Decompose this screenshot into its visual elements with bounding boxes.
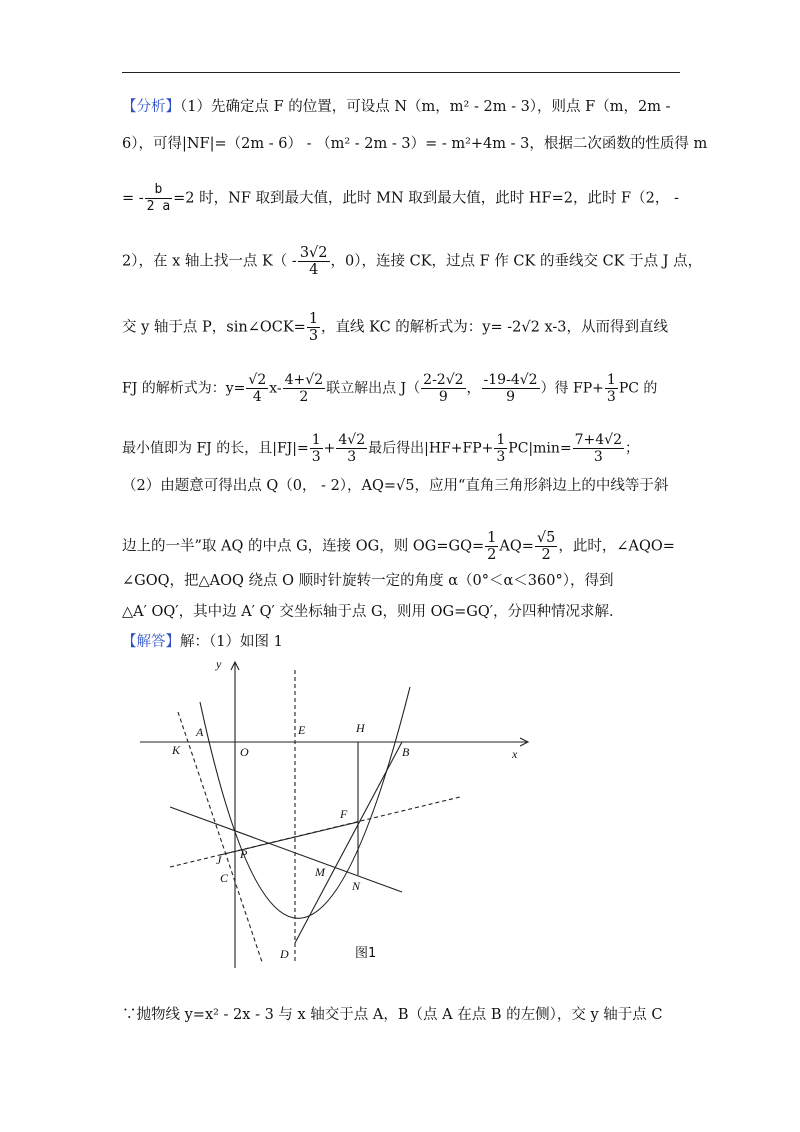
text-seg: 最小值即为 FJ 的长，且|FJ|= (122, 440, 309, 457)
fraction (310, 432, 323, 465)
frac-num: 7+4√2 (574, 432, 623, 448)
frac-num: -19-4√2 (483, 372, 538, 388)
text-seg: + (323, 440, 336, 457)
frac-num: 4√2 (338, 432, 366, 448)
frac-den: 9 (506, 389, 516, 405)
answer-tag: 【解答】 (122, 634, 180, 650)
text-seg: ∠GOQ，把△AOQ 绕点 O 顺时针旋转一定的角度 α（0°＜α＜360°），得到 (122, 573, 614, 589)
fraction (482, 372, 540, 405)
fraction (485, 530, 498, 563)
label-n: N (352, 879, 361, 893)
fraction (283, 372, 325, 405)
frac-num: √2 (248, 372, 267, 388)
frac-den: 3 (593, 449, 603, 465)
analysis-line-9 (122, 530, 682, 563)
text-seg: ，直线 KC 的解析式为：y= -2√2 x-3，从而得到直线 (321, 319, 668, 336)
fraction-b-2a (145, 182, 172, 215)
analysis-line-8 (122, 476, 682, 496)
frac-num: 1 (606, 372, 616, 388)
text-seg: PC|min= (508, 440, 572, 457)
frac-den: 3 (347, 449, 357, 465)
text-seg: 联立解出点 J（ (326, 380, 421, 397)
frac-den: 3 (308, 328, 319, 344)
label-a: A (196, 725, 204, 739)
frac-num: 1 (311, 432, 321, 448)
fraction (494, 432, 507, 465)
label-d: D (280, 947, 289, 961)
frac-den: 2 a (146, 199, 171, 214)
segment-bd (295, 742, 402, 943)
fraction (246, 372, 268, 405)
text-seg: 2），在 x 轴上找一点 K（ - (122, 253, 297, 270)
label-f: F (340, 807, 348, 821)
figure-caption: 图1 (355, 946, 377, 961)
frac-den: 3 (496, 449, 506, 465)
text-seg: ， (466, 380, 481, 397)
label-k: K (172, 743, 181, 757)
frac-num: 2-2√2 (423, 372, 464, 388)
analysis-line-5 (122, 311, 682, 344)
text-seg: 最后得出|HF+FP+ (368, 440, 494, 457)
kc-dashed (178, 712, 262, 962)
frac-num: 4+√2 (284, 372, 324, 388)
frac-num: 1 (308, 311, 319, 327)
analysis-line-10 (122, 571, 682, 591)
label-p: P (240, 847, 248, 861)
fraction-3sqrt2-4 (298, 245, 330, 278)
label-x: x (512, 747, 518, 761)
text-seg: =2 时，NF 取到最大值，此时 MN 取到最大值，此时 HF=2，此时 F（2， - (173, 190, 679, 207)
figure-1 (130, 652, 550, 972)
fraction (535, 530, 557, 563)
bottom-line (122, 1005, 682, 1025)
analysis-line-3 (122, 182, 682, 215)
frac-num: √5 (536, 530, 556, 546)
frac-den: 2 (299, 389, 309, 405)
segment-cn-extended (170, 807, 402, 892)
frac-den: 2 (487, 547, 497, 563)
analysis-line-11 (122, 602, 682, 622)
frac-num: 1 (487, 530, 497, 546)
text-seg: = - (122, 190, 144, 207)
text-seg: 交 y 轴于点 P，sin∠OCK= (122, 319, 306, 336)
text-seg: FJ 的解析式为：y= (122, 380, 246, 397)
header-rule (122, 72, 680, 73)
text-seg: x- (269, 380, 282, 397)
label-h: H (356, 721, 365, 735)
fraction (573, 432, 624, 465)
label-e: E (298, 723, 306, 737)
text-seg: ； (625, 440, 640, 457)
analysis-tag: 【分析】 (122, 99, 180, 115)
answer-text: 解：（1）如图 1 (180, 634, 283, 650)
frac-den: 3 (606, 389, 616, 405)
text-seg: ）得 FP+ (540, 380, 604, 397)
frac-den: 9 (438, 389, 448, 405)
fraction (421, 372, 465, 405)
analysis-line-7 (122, 432, 682, 465)
frac-den: 4 (252, 389, 262, 405)
frac-den: 4 (309, 262, 319, 278)
frac-den: 3 (311, 449, 321, 465)
analysis-text-2: 6），可得|NF|=（2m - 6） - （m² - 2m - 3）= - m²+4m - 3，根据二次函数的性质得 m (122, 136, 708, 152)
frac-num: 1 (496, 432, 506, 448)
fj-dashed (170, 797, 460, 867)
label-m: M (315, 865, 325, 879)
frac-num: b (145, 182, 172, 199)
text-seg: ，此时，∠AQO= (558, 538, 675, 555)
fraction (336, 432, 367, 465)
label-j: J (216, 853, 222, 867)
text-seg: AQ= (499, 538, 534, 555)
fraction (605, 372, 618, 405)
text-seg: PC 的 (618, 380, 658, 397)
label-o: O (240, 745, 249, 759)
text-seg: 边上的一半”取 AQ 的中点 G，连接 OG，则 OG=GQ= (122, 538, 485, 555)
text-seg: （2）由题意可得出点 Q（0， - 2），AQ=√5，应用“直角三角形斜边上的中线等于斜 (122, 478, 669, 494)
text-seg: ，0），连接 CK，过点 F 作 CK 的垂线交 CK 于点 J 点， (330, 253, 703, 270)
fraction-1-3 (307, 311, 320, 344)
analysis-line-1 (122, 97, 682, 117)
analysis-line-4 (122, 245, 703, 278)
label-b: B (402, 745, 410, 759)
analysis-text-1: （1）先确定点 F 的位置，可设点 N（m，m² - 2m - 3），则点 F（m，2m - (180, 99, 671, 115)
bottom-text: ∵抛物线 y=x² - 2x - 3 与 x 轴交于点 A，B（点 A 在点 B 的左侧），交 y 轴于点 C (122, 1007, 663, 1023)
answer-line (122, 632, 682, 652)
analysis-line-6 (122, 372, 682, 405)
text-seg: △A′ OQ′，其中边 A′ Q′ 交坐标轴于点 G，则用 OG=GQ′，分四种情况求解． (122, 604, 624, 620)
frac-den: 2 (541, 547, 551, 563)
label-y: y (216, 657, 222, 671)
analysis-line-2 (122, 134, 708, 154)
frac-num: 3√2 (299, 245, 328, 261)
label-c: C (220, 871, 229, 885)
